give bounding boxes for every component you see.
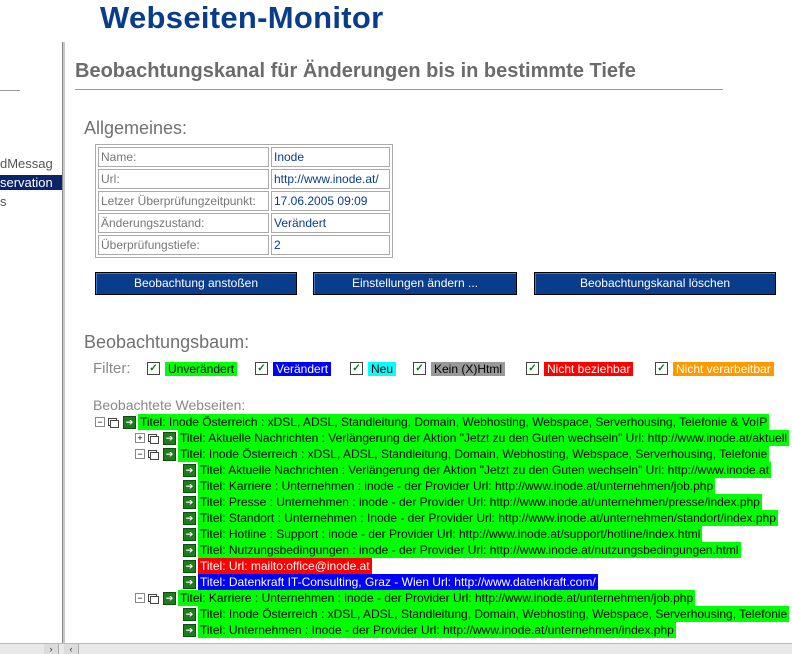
tree-node-link[interactable]: Titel: Presse : Unternehmen : inode - der Provider Url: http://www.inode.at/unternehmen/presse/index.php [200, 495, 760, 509]
tree-node-link[interactable]: Titel: Nutzungsbedingungen : inode - der Provider Url: http://www.inode.at/nutzungsbedingungen.html [200, 543, 739, 557]
arrow-right-icon[interactable]: ➔ [183, 480, 196, 493]
tree-node-link[interactable]: Titel: Datenkraft IT-Consulting, Graz - Wien Url: http://www.datenkraft.com/ [200, 575, 596, 589]
collapse-minus-icon[interactable]: − [95, 417, 105, 427]
general-info-table [95, 144, 393, 258]
collapse-minus-icon[interactable]: − [135, 449, 145, 459]
scroll-right-icon[interactable]: › [44, 644, 59, 654]
filter-checkbox[interactable]: ✓ [413, 362, 426, 375]
filter-checkbox[interactable]: ✓ [526, 362, 539, 375]
info-value: Inode [271, 147, 390, 167]
tree-node-link[interactable]: Titel: Standort : Unternehmen : Inode - der Provider Url: http://www.inode.at/unternehmen/standort/index.php [200, 511, 776, 525]
page-icon [148, 432, 159, 442]
info-key: Letzer Überprüfungzeitpunkt: [98, 191, 269, 211]
page-icon [108, 416, 119, 426]
filter-checkbox[interactable]: ✓ [350, 362, 363, 375]
expand-plus-icon[interactable]: + [135, 433, 145, 443]
page-icon [148, 592, 159, 602]
info-value: 17.06.2005 09:09 [271, 191, 390, 211]
filter-tag: Nicht verarbeitbar [673, 362, 774, 376]
info-value: Verändert [271, 213, 390, 233]
arrow-right-icon[interactable]: ➔ [183, 624, 196, 637]
tree-node-link[interactable]: Titel: Karriere : Unternehmen : inode - der Provider Url: http://www.inode.at/unternehmen/job.php [180, 591, 694, 605]
tree-node-link[interactable]: Titel: Hotline : Support : inode - der Provider Url: http://www.inode.at/support/hotline/index.html [200, 527, 701, 541]
main-pane [65, 42, 792, 643]
info-key: Änderungszustand: [98, 213, 269, 233]
filter-checkbox[interactable]: ✓ [147, 362, 160, 375]
arrow-right-icon[interactable]: ➔ [183, 608, 196, 621]
arrow-right-icon[interactable]: ➔ [183, 496, 196, 509]
tree-node-link[interactable]: Titel: Inode Österreich : xDSL, ADSL, Standleitung, Domain, Webhosting, Webspace, Serverhousing, Telefonie [180, 447, 768, 461]
info-row-url [98, 169, 390, 189]
arrow-right-icon[interactable]: ➔ [163, 592, 176, 605]
arrow-right-icon[interactable]: ➔ [183, 576, 196, 589]
filter-tag: Verändert [273, 362, 331, 376]
arrow-right-icon[interactable]: ➔ [183, 512, 196, 525]
delete-channel-button[interactable]: Beobachtungskanal löschen [534, 272, 776, 295]
trigger-observation-button[interactable]: Beobachtung anstoßen [95, 272, 297, 295]
change-settings-button[interactable]: Einstellungen ändern ... [313, 272, 517, 295]
left-pane [0, 42, 62, 642]
filter-tag: Neu [368, 362, 396, 376]
arrow-right-icon[interactable]: ➔ [183, 464, 196, 477]
filter-tag: Unverändert [165, 362, 237, 376]
tree-node-link[interactable]: Titel: Inode Österreich : xDSL, ADSL, Standleitung, Domain, Webhosting, Webspace, Serverhousing, Telefonie [200, 607, 788, 621]
filter-label: Filter: [93, 360, 131, 377]
info-row-name [98, 147, 390, 167]
info-key: Url: [98, 169, 269, 189]
filter-checkbox[interactable]: ✓ [255, 362, 268, 375]
filter-checkbox[interactable]: ✓ [655, 362, 668, 375]
page-title: Beobachtungskanal für Änderungen bis in bestimmte Tiefe [75, 60, 636, 82]
arrow-right-icon[interactable]: ➔ [183, 560, 196, 573]
info-key: Überprüfungstiefe: [98, 235, 269, 255]
filter-tag: Kein (X)Html [431, 362, 505, 376]
tree-node-link[interactable]: Titel: Inode Österreich : xDSL, ADSL, Standleitung, Domain, Webhosting, Webspace, Serverhousing, Telefonie & VoIP [140, 415, 768, 429]
left-item-messages[interactable]: dMessag [0, 156, 53, 171]
arrow-right-icon[interactable]: ➔ [123, 416, 136, 429]
tree-node-link[interactable]: Titel: Aktuelle Nachrichten : Verlängerung der Aktion "Jetzt zu den Guten wechseln" Url: http://www.inode.at [200, 463, 770, 477]
tree-node-link[interactable]: Titel: Karriere : Unternehmen : inode - der Provider Url: http://www.inode.at/unternehmen/job.php [200, 479, 714, 493]
tree-node-link[interactable]: Titel: Unternehmen : Inode - der Provider Url: http://www.inode.at/unternehmen/index.php [200, 623, 674, 637]
info-row-depth [98, 235, 390, 255]
info-value: http://www.inode.at/ [271, 169, 390, 189]
scroll-left-icon[interactable]: ‹ [64, 644, 79, 654]
arrow-right-icon[interactable]: ➔ [163, 432, 176, 445]
tree-node-link[interactable]: Titel: Url: mailto:office@inode.at [200, 559, 370, 573]
arrow-right-icon[interactable]: ➔ [183, 528, 196, 541]
left-divider-rule [0, 90, 20, 91]
app-title: Webseiten-Monitor [100, 0, 384, 35]
title-rule [75, 89, 723, 90]
collapse-minus-icon[interactable]: − [135, 593, 145, 603]
horizontal-scrollbar[interactable] [0, 643, 792, 654]
arrow-right-icon[interactable]: ➔ [163, 448, 176, 461]
info-row-state [98, 213, 390, 233]
tree-heading: Beobachtungsbaum: [84, 332, 250, 352]
left-item-observation[interactable]: servation [0, 175, 62, 190]
info-value: 2 [271, 235, 390, 255]
info-row-last-check [98, 191, 390, 211]
left-item-3[interactable]: s [0, 194, 7, 209]
general-heading: Allgemeines: [84, 118, 188, 138]
tree-node-link[interactable]: Titel: Aktuelle Nachrichten : Verlängerung der Aktion "Jetzt zu den Guten wechseln" Url: http://www.inode.at/aktuell [180, 431, 788, 445]
filter-tag: Nicht beziehbar [544, 362, 633, 376]
observed-pages-label: Beobachtete Webseiten: [93, 397, 246, 413]
page-icon [148, 448, 159, 458]
arrow-right-icon[interactable]: ➔ [183, 544, 196, 557]
info-key: Name: [98, 147, 269, 167]
